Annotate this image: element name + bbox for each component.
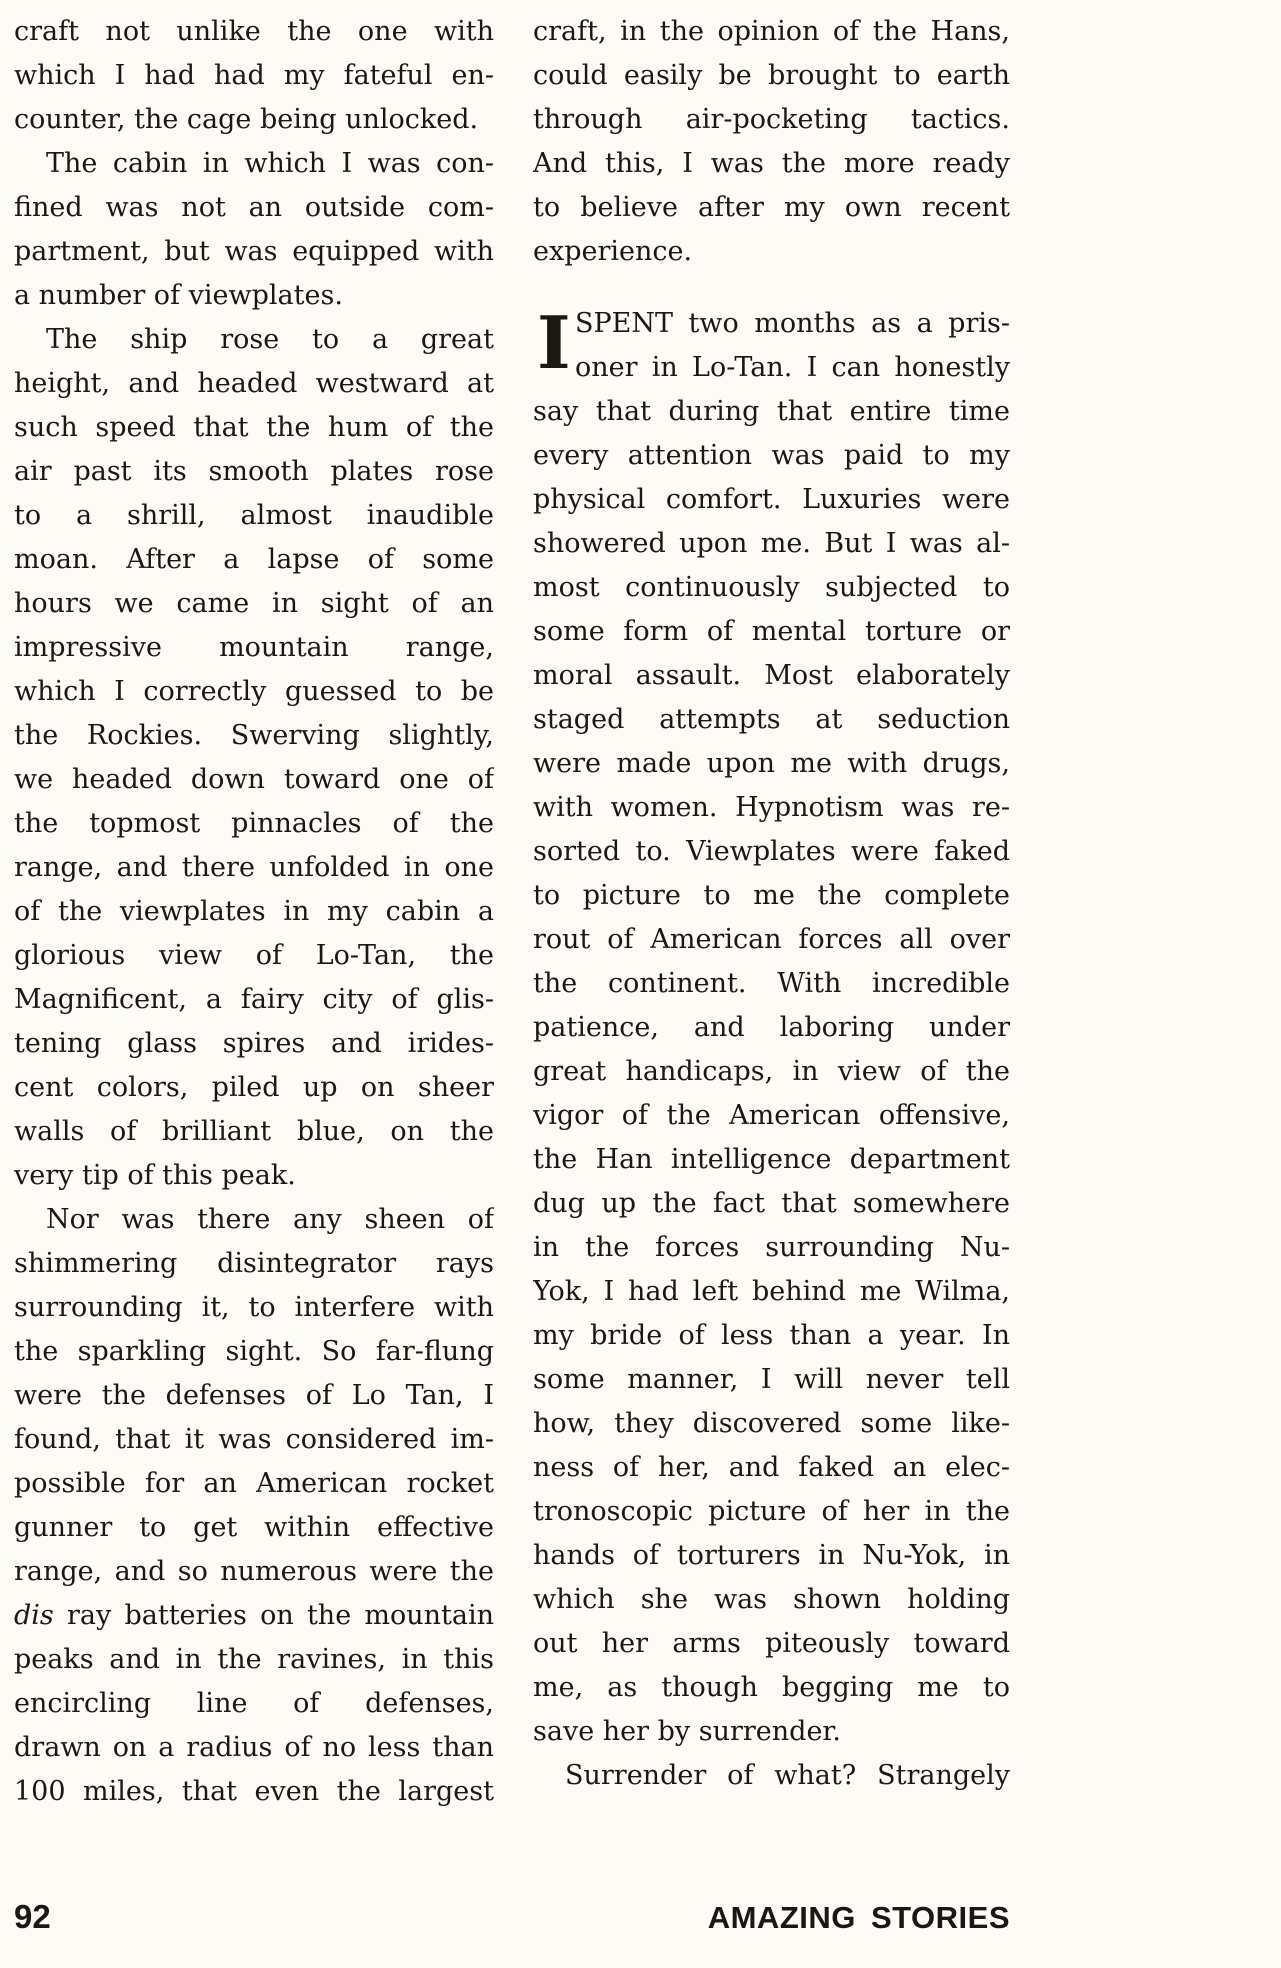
text-line: [533, 918, 1010, 962]
text-run: could easily be brought to earth: [533, 60, 1010, 91]
text-line: [14, 538, 494, 582]
text-line: [533, 346, 1010, 390]
text-run: the sparkling sight. So far-flung: [14, 1336, 494, 1367]
text-line: [533, 610, 1010, 654]
text-line: [533, 566, 1010, 610]
text-run: the topmost pinnacles of the: [14, 808, 494, 839]
text-run: Nor was there any sheen of: [46, 1204, 494, 1235]
text-line: [14, 934, 494, 978]
text-run: drawn on a radius of no less than: [14, 1732, 494, 1763]
text-line: [14, 230, 494, 274]
text-run: air past its smooth plates rose: [14, 456, 494, 487]
text-run: moan. After a lapse of some: [14, 544, 494, 575]
text-line: [533, 522, 1010, 566]
text-run: some manner, I will never tell: [533, 1364, 1010, 1395]
text-run: craft not unlike the one with: [14, 16, 494, 47]
text-run: ray batteries on the mountain: [53, 1600, 494, 1631]
text-run: to picture to me the complete: [533, 880, 1010, 911]
text-run: SPENT two months as a pris-: [575, 308, 1010, 339]
text-run: through air-pocketing tactics.: [533, 104, 1010, 135]
text-line: [533, 1050, 1010, 1094]
text-line: [14, 186, 494, 230]
text-run: walls of brilliant blue, on the: [14, 1116, 494, 1147]
text-line: [533, 654, 1010, 698]
text-line: [533, 1666, 1010, 1710]
text-run: we headed down toward one of: [14, 764, 494, 795]
text-run: cent colors, piled up on sheer: [14, 1072, 494, 1103]
text-line: [14, 714, 494, 758]
text-line: [14, 494, 494, 538]
text-run: me, as though begging me to: [533, 1672, 1010, 1703]
text-line: [14, 582, 494, 626]
text-run: my bride of less than a year. In: [533, 1320, 1010, 1351]
text-line: [14, 1550, 494, 1594]
page-number: 92: [14, 1898, 51, 1935]
text-run: the continent. With incredible: [533, 968, 1010, 999]
text-line: [14, 1594, 494, 1638]
text-run: staged attempts at seduction: [533, 704, 1010, 735]
text-line: [14, 1110, 494, 1154]
text-run: surrounding it, to interfere with: [14, 1292, 494, 1323]
text-run: patience, and laboring under: [533, 1012, 1010, 1043]
text-line: [533, 186, 1010, 230]
text-run: range, and there unfolded in one: [14, 852, 494, 883]
text-line: [14, 978, 494, 1022]
text-run: which she was shown holding: [533, 1584, 1010, 1615]
text-line: [14, 450, 494, 494]
text-run: rout of American forces all over: [533, 924, 1010, 955]
text-run: hands of torturers in Nu-Yok, in: [533, 1540, 1010, 1571]
text-run: glorious view of Lo-Tan, the: [14, 940, 494, 971]
magazine-title: AMAZING STORIES: [707, 1900, 1010, 1935]
text-run: hours we came in sight of an: [14, 588, 494, 619]
text-line: [533, 1006, 1010, 1050]
text-run: in the forces surrounding Nu-: [533, 1232, 1010, 1263]
text-run: fined was not an outside com-: [14, 192, 494, 223]
text-line: [533, 1754, 1010, 1798]
text-run: encircling line of defenses,: [14, 1688, 494, 1719]
text-line: [533, 142, 1010, 186]
text-run: range, and so numerous were the: [14, 1556, 494, 1587]
text-run: every attention was paid to my: [533, 440, 1010, 471]
text-run: were the defenses of Lo Tan, I: [14, 1380, 494, 1411]
text-line: [533, 1226, 1010, 1270]
text-line: [533, 1578, 1010, 1622]
text-line: [14, 1638, 494, 1682]
text-run: tening glass spires and irides-: [14, 1028, 494, 1059]
text-run: shimmering disintegrator rays: [14, 1248, 494, 1279]
text-run: with women. Hypnotism was re-: [533, 792, 1010, 823]
text-run: Magnificent, a fairy city of glis-: [14, 984, 494, 1015]
text-line: [14, 626, 494, 670]
text-line: [14, 10, 494, 54]
text-line: [14, 1066, 494, 1110]
text-run: say that during that entire time: [533, 396, 1010, 427]
text-line: [14, 846, 494, 890]
text-line: [14, 318, 494, 362]
text-run: of the viewplates in my cabin a: [14, 896, 494, 927]
text-line: [14, 1506, 494, 1550]
text-run: a number of viewplates.: [14, 280, 343, 311]
text-line: [533, 1534, 1010, 1578]
text-line: [14, 1726, 494, 1770]
text-run: counter, the cage being unlocked.: [14, 104, 479, 135]
text-run: Yok, I had left behind me Wilma,: [533, 1276, 1010, 1307]
text-run: found, that it was considered im-: [14, 1424, 494, 1455]
drop-cap-initial: I: [537, 300, 571, 385]
text-line: [14, 54, 494, 98]
text-line: [533, 1138, 1010, 1182]
text-run: some form of mental torture or: [533, 616, 1010, 647]
text-line: [533, 1490, 1010, 1534]
text-run: gunner to get within effective: [14, 1512, 494, 1543]
text-line: [14, 142, 494, 186]
text-line: [533, 54, 1010, 98]
text-run: Surrender of what? Strangely: [565, 1760, 1010, 1791]
text-run: oner in Lo-Tan. I can honestly: [575, 352, 1010, 383]
text-line: [533, 786, 1010, 830]
text-run: vigor of the American offensive,: [533, 1100, 1010, 1131]
text-line: [533, 1182, 1010, 1226]
text-run: peaks and in the ravines, in this: [14, 1644, 494, 1675]
text-line: [533, 1314, 1010, 1358]
text-line: [14, 1286, 494, 1330]
text-run: impressive mountain range,: [14, 632, 494, 663]
text-run: the Han intelligence department: [533, 1144, 1010, 1175]
text-run: save her by surrender.: [533, 1716, 841, 1747]
text-line: [14, 802, 494, 846]
text-run: And this, I was the more ready: [533, 148, 1010, 179]
text-line: [14, 1462, 494, 1506]
text-run: to a shrill, almost inaudible: [14, 500, 494, 531]
text-run: moral assault. Most elaborately: [533, 660, 1010, 691]
text-run: tronoscopic picture of her in the: [533, 1496, 1010, 1527]
text-run: craft, in the opinion of the Hans,: [533, 16, 1010, 47]
text-line: [533, 830, 1010, 874]
text-line: [533, 1358, 1010, 1402]
text-line: [14, 1418, 494, 1462]
text-run: sorted to. Viewplates were faked: [533, 836, 1010, 867]
text-line: [14, 274, 494, 318]
text-line: [14, 1022, 494, 1066]
text-run: to believe after my own recent: [533, 192, 1010, 223]
text-line: [14, 1154, 494, 1198]
text-line: [14, 670, 494, 714]
text-run: which I correctly guessed to be: [14, 676, 494, 707]
text-line: [533, 1270, 1010, 1314]
text-line: [533, 230, 1010, 274]
text-run: experience.: [533, 236, 693, 267]
text-line: [533, 1710, 1010, 1754]
text-run: 100 miles, that even the largest: [14, 1776, 494, 1807]
text-run: the Rockies. Swerving slightly,: [14, 720, 494, 751]
text-run: most continuously subjected to: [533, 572, 1010, 603]
text-line: [14, 362, 494, 406]
text-run: were made upon me with drugs,: [533, 748, 1010, 779]
text-line: [533, 1622, 1010, 1666]
text-line: [533, 742, 1010, 786]
text-run: such speed that the hum of the: [14, 412, 494, 443]
text-line: [14, 1682, 494, 1726]
text-run: The cabin in which I was con-: [46, 148, 494, 179]
text-run: partment, but was equipped with: [14, 236, 494, 267]
text-run: great handicaps, in view of the: [533, 1056, 1010, 1087]
text-line: [533, 434, 1010, 478]
text-run: ness of her, and faked an elec-: [533, 1452, 1010, 1483]
page-footer: [14, 1898, 1010, 1936]
text-line: [533, 874, 1010, 918]
text-line: [533, 98, 1010, 142]
text-line: [14, 1198, 494, 1242]
text-run: The ship rose to a great: [46, 324, 494, 355]
text-line: [14, 1374, 494, 1418]
text-run: how, they discovered some like-: [533, 1408, 1010, 1439]
text-line: [14, 1242, 494, 1286]
text-line: [533, 478, 1010, 522]
text-run: possible for an American rocket: [14, 1468, 494, 1499]
text-line: [14, 1330, 494, 1374]
text-line: [533, 10, 1010, 54]
left-text-column: [14, 10, 494, 1814]
text-run: height, and headed westward at: [14, 368, 494, 399]
text-line: [533, 1446, 1010, 1490]
text-line: [533, 1094, 1010, 1138]
text-line: [14, 98, 494, 142]
text-line: [533, 390, 1010, 434]
text-run: very tip of this peak.: [14, 1160, 296, 1191]
text-line: [533, 1402, 1010, 1446]
text-run: dug up the fact that somewhere: [533, 1188, 1010, 1219]
text-run: which I had had my fateful en-: [14, 60, 494, 91]
text-line: [533, 962, 1010, 1006]
text-line: [14, 1770, 494, 1814]
text-run: physical comfort. Luxuries were: [533, 484, 1010, 515]
right-text-column: [533, 10, 1010, 1798]
italic-text: dis: [14, 1600, 54, 1631]
text-run: showered upon me. But I was al-: [533, 528, 1010, 559]
text-line: [14, 758, 494, 802]
text-line: [14, 406, 494, 450]
text-line: [14, 890, 494, 934]
text-line: [533, 698, 1010, 742]
text-run: out her arms piteously toward: [533, 1628, 1010, 1659]
